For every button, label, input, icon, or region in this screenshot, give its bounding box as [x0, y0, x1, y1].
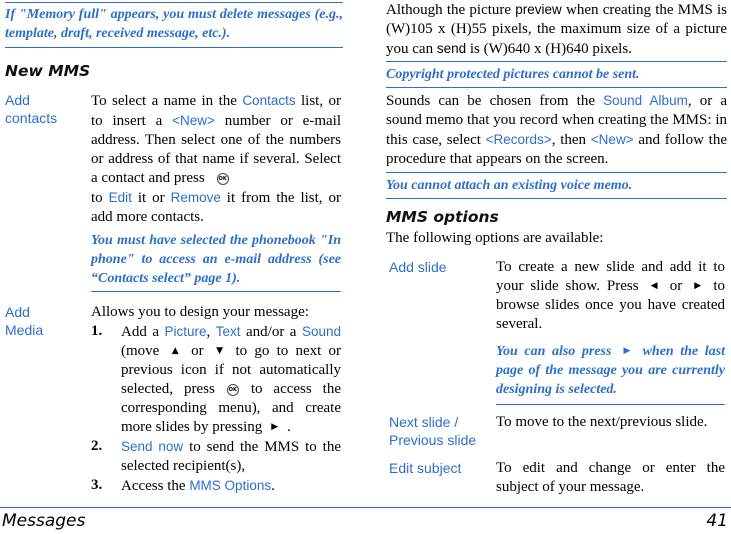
text-fragment: , then: [551, 132, 591, 148]
new-link[interactable]: <New>: [590, 132, 634, 147]
text-fragment: Although the picture: [386, 2, 516, 18]
text-fragment: when creating the MMS is (W)105 x (H)55 pixels, the maximum size of a picture you can: [386, 2, 728, 57]
text-fragment: (move: [121, 343, 160, 359]
step-1: [91, 322, 341, 437]
text-fragment: To create a new slide and add it to your slide show. Press: [496, 259, 725, 294]
text-fragment: or: [669, 278, 683, 294]
step-number: 2.: [91, 438, 103, 454]
next-slide-label: Next slide / Previous slide: [389, 414, 477, 448]
text-fragment: You can also press: [496, 344, 612, 359]
text-fragment: .: [287, 419, 291, 435]
text-fragment: it from the list, or add more contacts.: [91, 190, 342, 225]
edit-subject-description: To edit and change or enter the subject of your message.: [496, 460, 725, 495]
text-fragment: to: [91, 190, 109, 206]
text-fragment: to send the MMS to the selected recipient(s),: [121, 439, 342, 474]
text-fragment: Add a: [121, 324, 165, 340]
memory-full-note: If "Memory full" appears, you must delete messages (e.g., template, draft, received message, etc.).: [5, 2, 343, 48]
sound-album-link[interactable]: Sound Album: [603, 93, 688, 108]
voice-memo-note: You cannot attach an existing voice memo.: [386, 172, 727, 199]
options-intro: The following options are available:: [386, 230, 604, 246]
text-fragment: ,: [206, 324, 216, 340]
page-number: 41: [706, 511, 728, 531]
edit-link[interactable]: Edit: [108, 190, 132, 205]
send-now-link[interactable]: Send now: [121, 439, 184, 454]
send-term: send: [436, 41, 467, 56]
step-number: 3.: [91, 477, 103, 493]
add-media-description: [91, 303, 341, 496]
add-contacts-description: [91, 91, 341, 227]
sound-link[interactable]: Sound: [301, 324, 342, 339]
section-title-mms-options: MMS options: [386, 208, 499, 226]
step-2: [91, 437, 341, 476]
footer-rule: [0, 507, 731, 508]
ok-key-icon: OK: [227, 384, 239, 396]
down-arrow-icon: ▼: [212, 346, 227, 356]
text-fragment: to go to next or previous icon if not automatically selected, press: [121, 343, 342, 397]
step-3: [91, 476, 341, 496]
add-slide-note: [496, 339, 725, 405]
mms-options-link[interactable]: MMS Options: [189, 478, 272, 493]
right-arrow-icon: ▶: [620, 346, 634, 356]
contacts-link[interactable]: Contacts: [242, 93, 296, 108]
add-media-intro: Allows you to design your message:: [91, 304, 309, 320]
picture-size-paragraph: [386, 0, 727, 59]
records-link[interactable]: <Records>: [485, 132, 552, 147]
add-slide-description: [496, 258, 725, 334]
right-arrow-icon: ▶: [691, 281, 705, 291]
next-slide-description: To move to the next/previous slide.: [496, 414, 708, 430]
sounds-paragraph: [386, 91, 727, 169]
footer-chapter: Messages: [2, 511, 86, 531]
text-fragment: is (W)640 x (H)640 pixels.: [466, 41, 632, 57]
right-arrow-icon: ▶: [271, 422, 279, 432]
text-fragment: , or a sound memo that you record when creating the MMS: in this case, select: [386, 93, 728, 148]
text-fragment: and/or a: [240, 324, 302, 340]
new-link[interactable]: <New>: [172, 113, 215, 128]
add-media-steps: [91, 322, 341, 496]
text-fragment: it or: [131, 190, 171, 206]
add-media-label: Add Media: [5, 304, 44, 338]
text-fragment: To select a name in the: [91, 93, 243, 109]
text-fragment: number or e-mail address. Then select one of the numbers or address of that name if several. Select a contact and press: [91, 113, 341, 186]
add-contacts-label: Add contacts: [5, 92, 58, 126]
copyright-note: Copyright protected pictures cannot be sent.: [386, 61, 727, 88]
text-fragment: Access the: [121, 478, 190, 494]
picture-link[interactable]: Picture: [164, 324, 207, 339]
text-fragment: .: [271, 478, 275, 494]
text-fragment: list, or to insert a: [91, 93, 341, 129]
step-number: 1.: [91, 323, 103, 339]
remove-link[interactable]: Remove: [170, 190, 221, 205]
left-arrow-icon: ◀: [647, 281, 661, 291]
edit-subject-label: Edit subject: [389, 460, 462, 476]
section-title-new-mms: New MMS: [5, 62, 91, 80]
preview-term: preview: [515, 2, 562, 17]
text-fragment: and follow the procedure that appears on the screen.: [386, 132, 727, 167]
phonebook-note: You must have selected the phonebook "In phone" to access an e-mail address (see “Contacts select” page 1).: [91, 228, 341, 292]
up-arrow-icon: ▲: [168, 346, 183, 356]
text-fragment: to access the corresponding menu), and create more slides by pressing: [121, 381, 341, 435]
text-fragment: Sounds can be chosen from the: [386, 93, 604, 109]
text-fragment: or: [191, 343, 204, 359]
add-slide-label: Add slide: [389, 259, 447, 275]
text-fragment: when the last page of the message you are currently designing is selected.: [496, 344, 726, 397]
text-fragment: to browse slides once you have created several.: [496, 278, 726, 332]
text-link[interactable]: Text: [215, 324, 241, 339]
ok-key-icon: OK: [217, 173, 229, 185]
